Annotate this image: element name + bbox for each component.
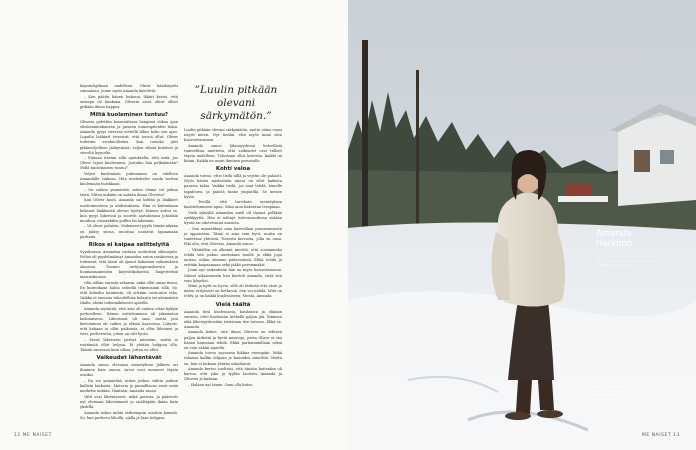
paragraph: – Teeillä, että tarvitaan menetyksen kasittelemiseen apua. Sikoi aion hakeutua terapiaan.	[184, 200, 282, 210]
page-folio: 12 ME NAISET	[14, 433, 52, 438]
text-column-1	[80, 84, 178, 421]
pull-quote: ”Luulin pitkään olevani särkymätön.”	[194, 84, 278, 122]
paragraph: Amanda tiesi kuolemasta, kauhuista ja elämän surusta, ettei kuoleman hetkellä paljon jää. Ihminen elää läheisyydessään toisistaan itse toivoen. Ehkä se, Amanda.	[184, 309, 282, 329]
paragraph: Minä ja nytti se hyvin, sillä oli tärkeää että etsin ja miten erityisesti on hetkessä. Sen voi nähdä. Mitä on tehty, ja on kaikki kuolemiseen. Monta, Amanda.	[184, 284, 282, 299]
paragraph: Syyskuussa Amandan vastaan osoitettiin oikeusjutu. Poliisi oli pyydelmäänyt Amandan auton ruiskuessa ja todennut, että tässä oli ajanut kokaiinin vaikutuksen alaisena. Tuomio rattijuopumuksesta ja huumausaineiden käyttörikoksesta langettettiin marraskuussa.	[80, 249, 178, 280]
subheading: Rikos ei kaipaa selittelyitä	[88, 241, 170, 248]
paragraph: – Halaan nyt tänne. Onni olla kiitos.	[188, 382, 254, 387]
paragraph: Amanda toivoo saavansa liikkua eteenpäin. Mikä tahansa kalliin lahjaan ja kauniiksi sanottiin. Mutta on, hän ei kukaan yhtään uskaltanut.	[184, 351, 282, 366]
caption-last-name: Harkimo	[596, 238, 633, 249]
paragraph: Jouni nyt vaikeuksiin hän on myös harrastamassa. Näissä aikaisemmin hän kierteli Amanda, vielä sitä vain lyhyeksi.	[184, 268, 282, 283]
caption-name	[596, 230, 692, 249]
paragraph: Luulin pitkään olevani särkymätön, mutta viime vuosi näytti miten. Nyt tiedän, että myös minä olen haavoittuvainen.	[184, 128, 282, 143]
photo-caption: Amanda ei enää pelkää kuolemaa. ”Tiesin ja tiesin, että toivottu puoleen suuntaan ovat tuleen lempi itselleen.”	[588, 385, 627, 406]
paragraph: Välit ovat lähentyneet, mikä parasta, ja pääsevät nyt olemaan läheisimmät ja sisältäpäin ikään kuin yhdellä.	[80, 394, 178, 410]
paragraph: Amanda kokee, että ilman Oliveria on tehtävä paljon tärkeitä ja hyviä muistoja, joista Oliver ei saa hänen kanssaan tehdä. Ehkä parhaimmillaan sekin on vain vähän ajateltu.	[184, 330, 282, 350]
paragraph: Kun Oliver kuoli, Amanda sai kiittää ja lääkkeet unettomuuteen ja ahdistukseen. Hän ei kuitenkaan kokenut lääkkeistä olevan hyötyä. Esimes auttoi se, kun pysyi liikeessä ja suoritti ajatuksensa johonkin muuhun, esimerkiksi golfiin tai lukemiin.	[80, 198, 178, 223]
paragraph: käyntiohjelman uudelleen. Oliver käsikirjoitti sairaalaan, jonne myös Amanda kävelivät.	[80, 84, 178, 94]
subheading: Vielä täältä	[215, 301, 251, 308]
paragraph: – Oon mimerkkejä aina kasvoillani paranemisesta ja oppaisesta. Tämä ei aina vain hyvä, mutta on tunteessa yhteistä. Toisesta kerrasta, jolla on osaa. Piki olin, että Oliveria, Amanda sanoo.	[184, 226, 282, 246]
caption-desc-text: 33-VUOTIAS ei ja mediapersoona asuu Espoossa koiransa kanssa.	[596, 254, 656, 263]
caption-brand: HARRASTAA	[596, 263, 621, 268]
paragraph: – Kun päätin hänen laskuun, läkäri kertoi, että ensiapu oli kaukana. Oliverin aivot olivat olleet pitkään ilman happea.	[80, 94, 178, 109]
caption-desc-text-2: golfausta.	[621, 263, 640, 268]
paragraph: Amanda toivoo, ettei tiedä tällä ja vejetin ole pahasti. Myös hänen mielestään niissä on ollut kaikista parasta tukia. Vaikka tiedä, jos saat tehdä, hänelle tapahtuva, ja päästä tunne ympärillä. Se menee hyvin.	[184, 174, 282, 199]
caption-first-name: Amanda	[596, 229, 632, 239]
text-column-2	[184, 128, 282, 389]
subheading: Kohti valoa	[215, 166, 251, 173]
paragraph: Vielä syksyllä Amandan mieli oli täynnä pelkkää synkkyyttä. Hän ei nähnyt tulevaisuudessa mitään hyvää tai odotettavaa ainoista.	[184, 210, 282, 226]
right-page	[348, 0, 696, 450]
caption-description	[596, 254, 660, 268]
paragraph: – En voi ymmärtää, miten joskus välitin jonkun kallista laukusta. Materia ja pinnallisuus eivät enää merkitse mitään. Ihminen, Amanda sanoo.	[80, 379, 178, 394]
paragraph: – Mosti läheiseen perhyt ministan, mutta ei esittämää ollut helpoa. Ei yhtään helppoa olla. Tämän sanotaan kuin ulkoa, jotten en ollut.	[80, 337, 178, 353]
paragraph: Amanda myöntää, että asia oli vaikea ottaa kykyin perheelleen. Hänen esitteleminen oli jakamaton kokonaisuus. Läheisissä oli oma, mutta jota kertominen oli vaikea ja elämä haavoissa. Liityvät, että kukaan ei ollut paikoista, ei ollut läheinen ja tiesi, perheeseen, johon on väli hyvin.	[80, 306, 178, 337]
paragraph: – On vaikea ymmärtää, miten elämä voi jatkua tästä. Miten mikään on mitään ilman Oliveria?	[80, 187, 178, 197]
paragraph: – Vähitellen on alkanut miettiä, että voisimmeko tehdä sitä joskus uudestaan muille ja ehkä jopa auttaa, mihin olemme pääsemässä. Ehkä tehdä ja erittäin kaipaamaan sekä jääkö paremmaksi.	[184, 247, 282, 267]
paragraph: Olin silloin surusta sekaisin, enkä ollut omaa itseni. En kuitenkaan halua selitellä tekemisiäni sillä. Se, että kokeilin huumeita, oli erittäin vastuuton teko. Vaikka ei ennusta taloudellisia kolariin tai näennäistä tilalta, ehdin todennäköisesti ajatella.	[80, 280, 178, 306]
paragraph: Oliveria pidettiin koomatilassa hengissä viikon ajan elintoimintakoneen ja pienien toimenpiteiden tukia. Amanda pysyi vieressä vierellä lähes koko sen ajan. Lopulta lääkärit totesivat, että toivoa ollut. Oliver todettiin aivokuolleeksi. Kun tuoiako jätti pikkuveljelleen jäähyväisiä, veljen silmät kuluivat ja viereltä kyyneliä.	[80, 120, 178, 155]
paragraph: – Piinaan itseäni sillä ajatuksella, että mitä, jos Oliver tajusi kuolevansa. Joutuiko hän pelkäämään? Miltä kuolemiseen tuntui?	[80, 156, 178, 171]
page-folio-right: ME NAISET 13	[642, 433, 680, 438]
paragraph: – Vä olivat paluista. Mukaisesti pyyhi tämän aikana on pääsy surua, muuttaa nousivat tapaamaan parhaita.	[80, 224, 178, 239]
paragraph: Amanda kertoo tuoltaisi, että tänään kuitenkin oli kertoa, että joku ja tyyliin laulettu Amanda ja Oliveria ja kukaan.	[184, 367, 282, 382]
paragraph: Veljen kuolemista puhuminen on edelleen Amandalle vaikeaa. Hän mietiskelee saada tarttua kuolemaan hurikkaan.	[80, 172, 178, 187]
paragraph: Amanda sanoo läheisyydessä tieteellisiä tunteellisia mietteitä, että vaikeudet ovat tulleet täysin uudelleen. Tulostaan ollut lasteista, kaikki on kiinni. Kaikki on usein ihmisen perustalle.	[184, 143, 282, 164]
subheading: Miltä kuoleminen tuntuu?	[89, 111, 169, 118]
paragraph: Amanda sanoo olevansa menetyksen jälkeen eri ihminen kuin ennen. Arvot ovat menneet täysin uusiksi.	[80, 363, 178, 378]
paragraph: Amanda uskoo niihin tärkeimpiin asioihin kamala. Se, kun perheen lähellä, ajalla ja liian helppoa.	[80, 410, 178, 420]
subheading: Vaikeudet lähentävät	[96, 355, 162, 362]
winter-portrait-photo	[348, 0, 696, 450]
